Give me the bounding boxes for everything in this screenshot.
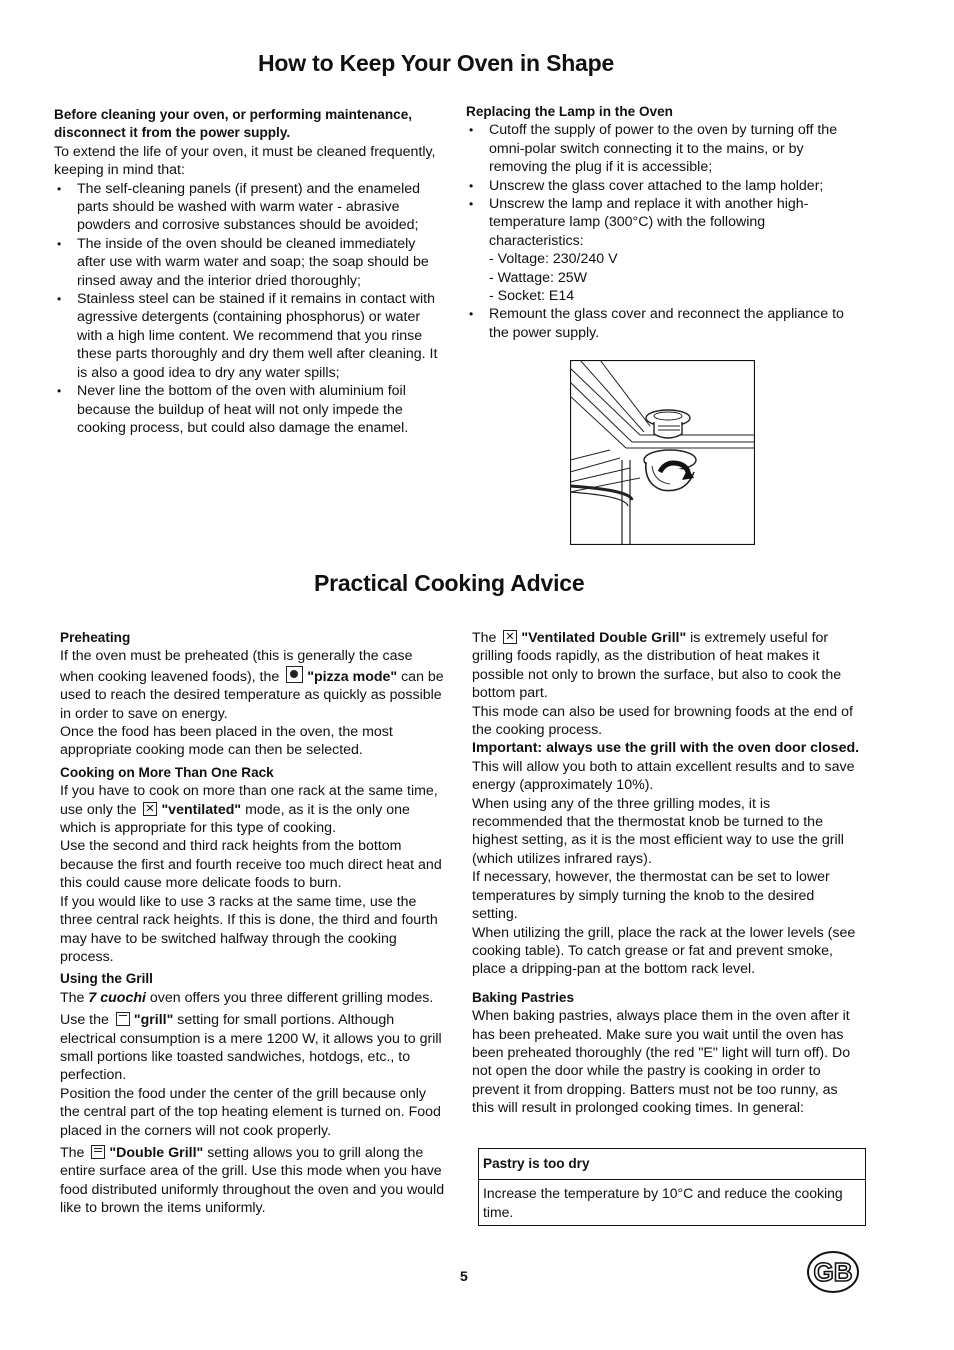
section-title-cooking-advice: Practical Cooking Advice [314,570,585,596]
warning-text: Before cleaning your oven, or performing maintenance, disconnect it from the power supply. [54,107,413,141]
rack-level-text: When utilizing the grill, place the rack at the lower levels (see cooking table). To catch grease or fat and prevent smoke, place a dripping-pan at the bottom rack level. [472,924,856,978]
advice-right-column [472,629,860,1118]
preheating-heading: Preheating [60,630,131,645]
ventilated-mode-icon [143,802,157,816]
grill-text-2: Use the "grill" setting for small portions. Although electrical consumption is a mere 1200 W, it allows you to grill small portions like toasted sandwiches, hotdogs, etc., to perfection. [60,1012,442,1084]
racks-heading: Cooking on More Than One Rack [60,764,274,780]
ventilated-grill-text: The ✕"Ventilated Double Grill" is extremely useful for grilling foods rapidly, as the distribution of heat makes it possible not only to brown the surface, but also to cook the bottom part. [472,629,860,703]
lamp-column [466,103,856,342]
thermostat-text: If necessary, however, the thermostat can be set to lower temperatures by simply turning the knob to the desired setting. [472,869,830,923]
gb-label: GB [813,1257,853,1287]
oven-lamp-illustration [570,360,755,545]
lamp-specs [466,250,856,305]
page-number: 5 [460,1268,468,1284]
cleaning-column [54,106,442,437]
spec-voltage: - Voltage: 230/240 V [489,251,618,268]
racks-text-2: Use the second and third rack heights from the bottom because the first and fourth receive too much direct heat and this could cause more delicate foods to burn. [60,838,442,892]
spec-socket: - Socket: E14 [489,288,575,305]
list-item: • Remount the glass cover and reconnect the appliance to the power supply. [466,305,856,342]
pastries-heading: Baking Pastries [472,989,574,1005]
list-item: • Unscrew the glass cover attached to the lamp holder; [466,177,856,195]
advice-left-column [60,629,448,1218]
grill-text-4: The "Double Grill" setting allows you to grill along the entire surface area of the grill. Use this mode when you have food distributed uniformly throughout the oven and you would like to brown the items uniformly. [60,1144,445,1217]
list-item: • Cutoff the supply of power to the oven by turning off the omni-polar switch connecting it to the mains, or by removing the plug if it is accessible; [466,121,856,176]
racks-text: If you have to cook on more than one rack at the same time, use only the ✕"ventilated" mode, as it is the only one which is appropriate for this type of cooking. [60,782,448,837]
list-item: • The self-cleaning panels (if present) and the enameled parts should be washed with warm water - abrasive powders and corrosive substances should be avoided; [54,180,442,235]
pizza-mode-icon [286,666,303,683]
pastry-advice-table [478,1148,866,1226]
lamp-heading: Replacing the Lamp in the Oven [466,104,673,119]
section-title-oven-shape: How to Keep Your Oven in Shape [258,50,615,76]
preheating-text-2: Once the food has been placed in the oven, the most appropriate cooking mode can then be selected. [60,724,393,759]
browning-text: This mode can also be used for browning foods at the end of the cooking process. [472,703,853,739]
cleaning-list [54,180,442,438]
table-cell: Increase the temperature by 10°C and reduce the cooking time. [483,1185,843,1220]
grill-mode-icon [116,1012,130,1026]
grill-text: The 7 cuochi oven offers you three different grilling modes. [60,989,434,1006]
grill-text-3: Position the food under the center of the grill because only the central part of the top heating element is turned on. Food placed in the corners will not cook properly. [60,1085,441,1139]
preheating-text: If the oven must be preheated (this is generally the case when cooking leavened foods), the "pizza mode" can be used to reach the desired temperature as quickly as possible in order to save on energy. [60,648,444,722]
cleaning-intro: To extend the life of your oven, it must be cleaned frequently, keeping in mind that: [54,143,436,179]
important-text: Important: always use the grill with the oven door closed. This will allow you both to attain excellent results and to save energy (approximately 10%). [472,740,860,794]
grill-heading: Using the Grill [60,971,153,987]
gb-language-badge [806,1250,860,1294]
list-item: • Never line the bottom of the oven with aluminium foil because the buildup of heat will not only impede the cooking process, but could also damage the enamel. [54,382,442,437]
table-header: Pastry is too dry [479,1149,865,1180]
list-item: • The inside of the oven should be cleaned immediately after use with warm water and soap; the soap should be rinsed away and the interior dried thoroughly; [54,235,442,290]
racks-text-3: If you would like to use 3 racks at the same time, use the three central rack heights. If this is done, the third and fourth may have to be switched halfway through the cooking process. [60,893,438,965]
list-item: • Stainless steel can be stained if it remains in contact with agressive detergents (containing phosphorus) or water with a high lime content. We recommend that you rinse these parts thoroughly and dry them well after cleaning. It is also a good idea to dry any water spills; [54,290,442,382]
list-item: • Unscrew the lamp and replace it with another high-temperature lamp (300°C) with the following characteristics: [466,195,856,250]
ventilated-double-grill-icon [503,630,517,644]
double-grill-icon [91,1145,105,1159]
pastries-text: When baking pastries, always place them in the oven after it has been preheated. Make sure you wait until the oven has been preheated thoroughly (the red "E" light will turn off). Do not open the door while the pastry is cooking in order to prevent it from dropping. Batters must not be too runny, as this will result in prolonged cooking times. In general: [472,1008,851,1117]
grill-modes-text: When using any of the three grilling modes, it is recommended that the thermostat knob be turned to the highest setting, as it is the most efficient way to use the grill (which utilizes infrared rays). [472,795,844,867]
lamp-list [466,121,856,250]
spec-wattage: - Wattage: 25W [489,269,588,286]
